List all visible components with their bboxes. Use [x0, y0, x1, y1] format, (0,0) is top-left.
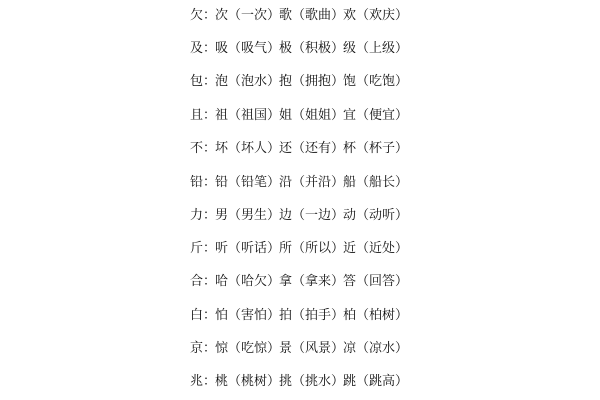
separator: ： — [203, 41, 217, 56]
word-entry-3: 杯（杯子） — [343, 141, 409, 156]
word-entry-3: 欢（欢庆） — [343, 8, 409, 23]
base-character: 白 — [190, 308, 204, 323]
word-entry-1: 坏（坏人） — [215, 141, 281, 156]
separator: ： — [203, 274, 217, 289]
word-entry-2: 挑（挑水） — [279, 374, 345, 389]
word-entry-3: 跳（跳高） — [343, 374, 409, 389]
separator: ： — [203, 374, 217, 389]
word-entry-3: 凉（凉水） — [343, 341, 409, 356]
word-entry-1: 听（听话） — [215, 241, 281, 256]
word-entry-1: 祖（祖国） — [215, 108, 281, 123]
word-entry-1: 次（一次） — [215, 8, 281, 23]
separator: ： — [203, 141, 217, 156]
word-entry-1: 怕（害怕） — [215, 308, 281, 323]
base-character: 合 — [190, 274, 204, 289]
base-character: 斤 — [190, 241, 204, 256]
separator: ： — [203, 8, 217, 23]
word-entry-3: 级（上级） — [343, 41, 409, 56]
word-entry-3: 柏（柏树） — [343, 308, 409, 323]
separator: ： — [203, 308, 217, 323]
word-entry-3: 动（动听） — [343, 208, 409, 223]
word-entry-3: 饱（吃饱） — [343, 74, 409, 89]
word-entry-1: 泡（泡水） — [215, 74, 281, 89]
base-character: 力 — [190, 208, 204, 223]
word-entry-2: 抱（拥抱） — [279, 74, 345, 89]
word-entry-1: 桃（桃树） — [215, 374, 281, 389]
word-entry-1: 吸（吸气） — [215, 41, 281, 56]
word-entry-2: 姐（姐姐） — [279, 108, 345, 123]
word-entry-3: 宜（便宜） — [343, 108, 409, 123]
word-entry-2: 还（还有） — [279, 141, 345, 156]
word-entry-3: 船（船长） — [343, 175, 409, 190]
word-entry-2: 极（积极） — [279, 41, 345, 56]
base-character: 及 — [190, 41, 204, 56]
word-entry-1: 铅（铅笔） — [215, 175, 281, 190]
base-character: 欠 — [190, 8, 204, 23]
separator: ： — [203, 341, 217, 356]
separator: ： — [203, 175, 217, 190]
base-character: 不 — [190, 141, 204, 156]
word-entry-1: 惊（吃惊） — [215, 341, 281, 356]
base-character: 京 — [190, 341, 204, 356]
separator: ： — [203, 74, 217, 89]
word-entry-2: 景（风景） — [279, 341, 345, 356]
base-character: 包 — [190, 74, 204, 89]
base-character: 且 — [190, 108, 204, 123]
word-entry-1: 男（男生） — [215, 208, 281, 223]
base-character: 铅 — [190, 175, 204, 190]
word-entry-2: 拿（拿来） — [279, 274, 345, 289]
word-entry-2: 沿（并沿） — [279, 175, 345, 190]
word-entry-3: 近（近处） — [343, 241, 409, 256]
separator: ： — [203, 108, 217, 123]
base-character: 兆 — [190, 374, 204, 389]
separator: ： — [203, 208, 217, 223]
word-entry-2: 歌（歌曲） — [279, 8, 345, 23]
word-entry-3: 答（回答） — [343, 274, 409, 289]
separator: ： — [203, 241, 217, 256]
word-entry-2: 边（一边） — [279, 208, 345, 223]
word-entry-2: 拍（拍手） — [279, 308, 345, 323]
word-entry-1: 哈（哈欠） — [215, 274, 281, 289]
word-entry-2: 所（所以） — [279, 241, 345, 256]
